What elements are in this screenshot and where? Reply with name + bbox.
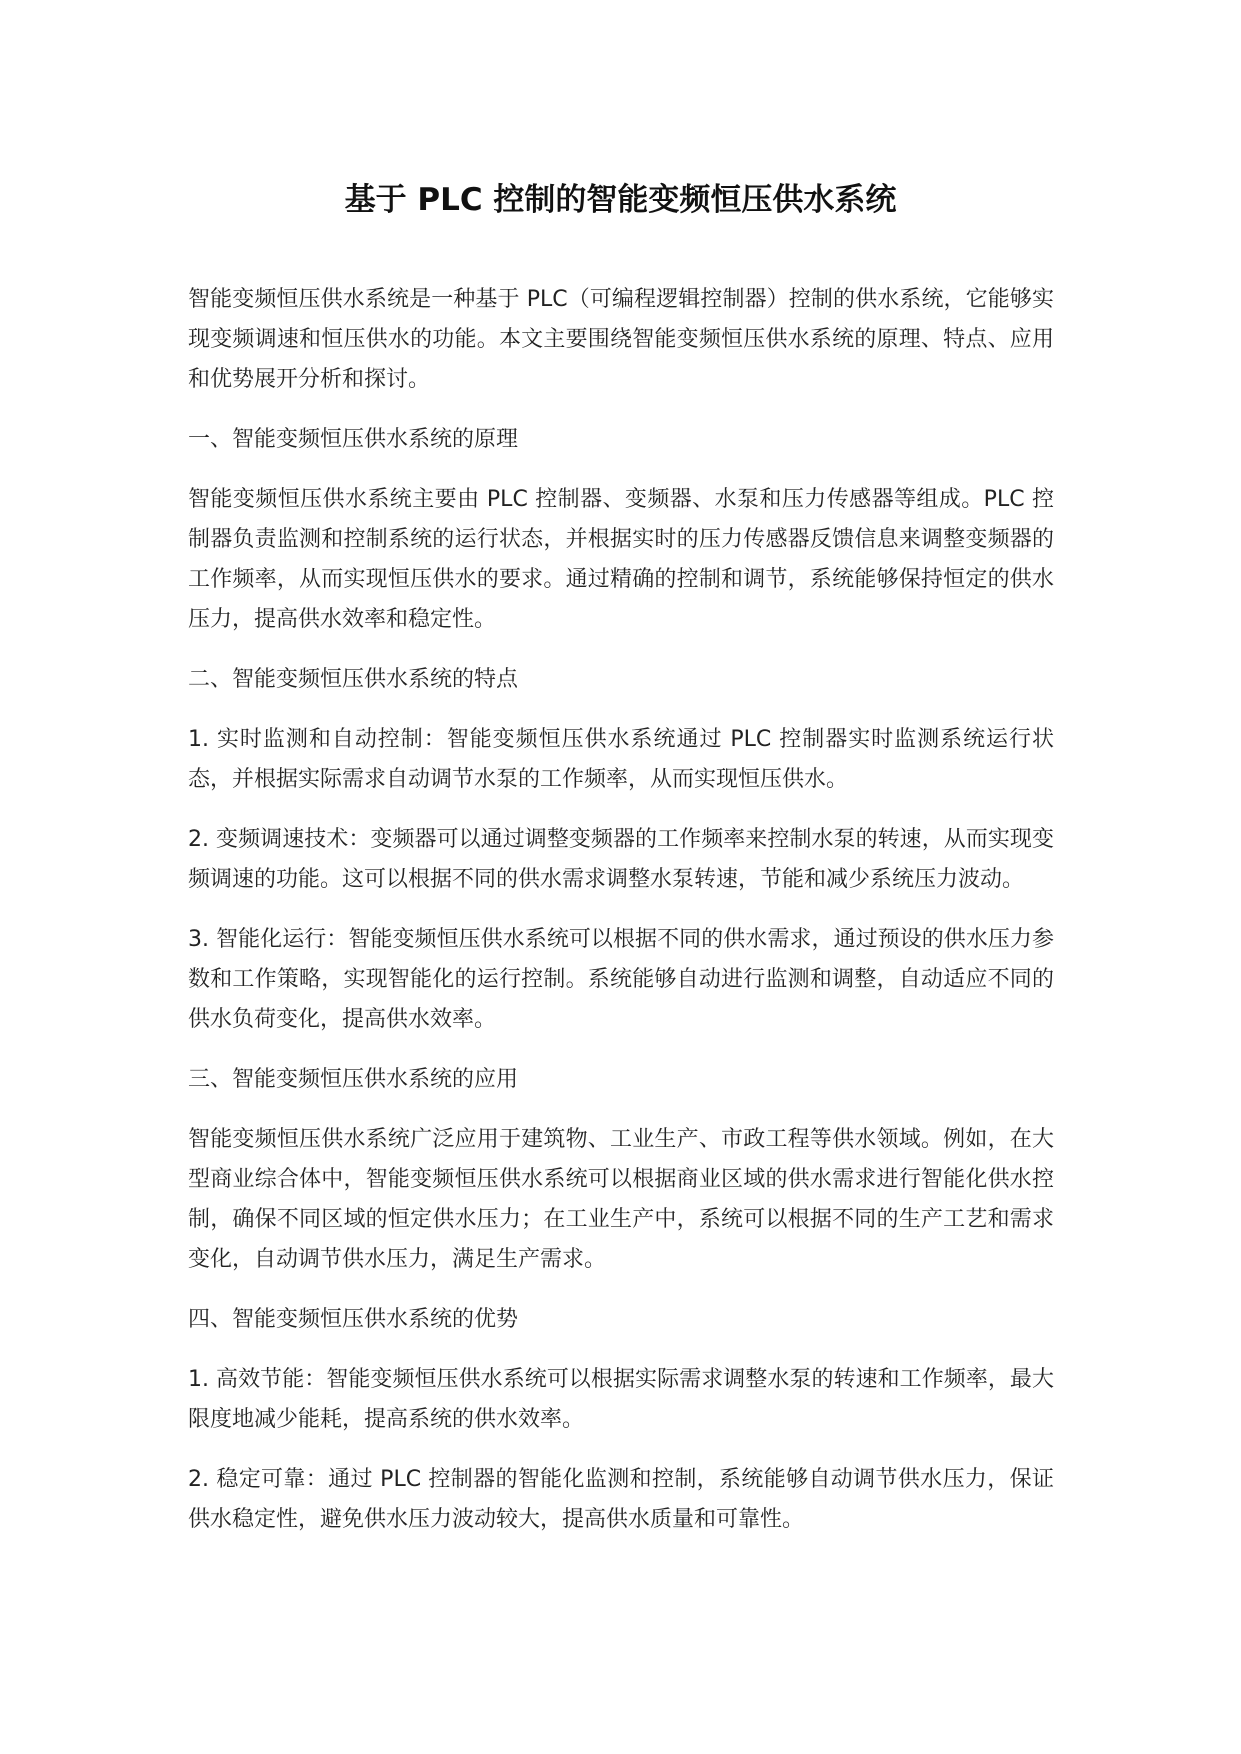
section-heading-principle: 一、智能变频恒压供水系统的原理 — [188, 427, 519, 452]
section-heading-features: 二、智能变频恒压供水系统的特点 — [188, 667, 519, 692]
paragraph-feature-1: 1. 实时监测和自动控制：智能变频恒压供水系统通过 PLC 控制器实时监测系统运行状态，并根据实际需求自动调节水泵的工作频率，从而实现恒压供水。 — [188, 727, 1054, 792]
paragraph-feature-2: 2. 变频调速技术：变频器可以通过调整变频器的工作频率来控制水泵的转速，从而实现变频调速的功能。这可以根据不同的供水需求调整水泵转速，节能和减少系统压力波动。 — [188, 827, 1054, 892]
paragraph-applications: 智能变频恒压供水系统广泛应用于建筑物、工业生产、市政工程等供水领域。例如，在大型商业综合体中，智能变频恒压供水系统可以根据商业区域的供水需求进行智能化供水控制，确保不同区域的恒定供水压力；在工业生产中，系统可以根据不同的生产工艺和需求变化，自动调节供水压力，满足生产需求。 — [188, 1127, 1054, 1272]
paragraph-feature-3: 3. 智能化运行：智能变频恒压供水系统可以根据不同的供水需求，通过预设的供水压力参数和工作策略，实现智能化的运行控制。系统能够自动进行监测和调整，自动适应不同的供水负荷变化，提高供水效率。 — [188, 927, 1054, 1032]
paragraph-principle: 智能变频恒压供水系统主要由 PLC 控制器、变频器、水泵和压力传感器等组成。PLC 控制器负责监测和控制系统的运行状态，并根据实时的压力传感器反馈信息来调整变频器的工作频率，从而实现恒压供水的要求。通过精确的控制和调节，系统能够保持恒定的供水压力，提高供水效率和稳定性。 — [188, 487, 1054, 632]
paragraph-advantage-2: 2. 稳定可靠：通过 PLC 控制器的智能化监测和控制，系统能够自动调节供水压力，保证供水稳定性，避免供水压力波动较大，提高供水质量和可靠性。 — [188, 1467, 1054, 1532]
document-body — [188, 280, 1054, 1540]
page-title: 基于 PLC 控制的智能变频恒压供水系统 — [344, 182, 897, 218]
section-heading-applications: 三、智能变频恒压供水系统的应用 — [188, 1067, 519, 1092]
paragraph-advantage-1: 1. 高效节能：智能变频恒压供水系统可以根据实际需求调整水泵的转速和工作频率，最大限度地减少能耗，提高系统的供水效率。 — [188, 1367, 1054, 1432]
section-heading-advantages: 四、智能变频恒压供水系统的优势 — [188, 1307, 519, 1332]
intro-paragraph: 智能变频恒压供水系统是一种基于 PLC（可编程逻辑控制器）控制的供水系统，它能够实现变频调速和恒压供水的功能。本文主要围绕智能变频恒压供水系统的原理、特点、应用和优势展开分析和探讨。 — [188, 287, 1054, 392]
